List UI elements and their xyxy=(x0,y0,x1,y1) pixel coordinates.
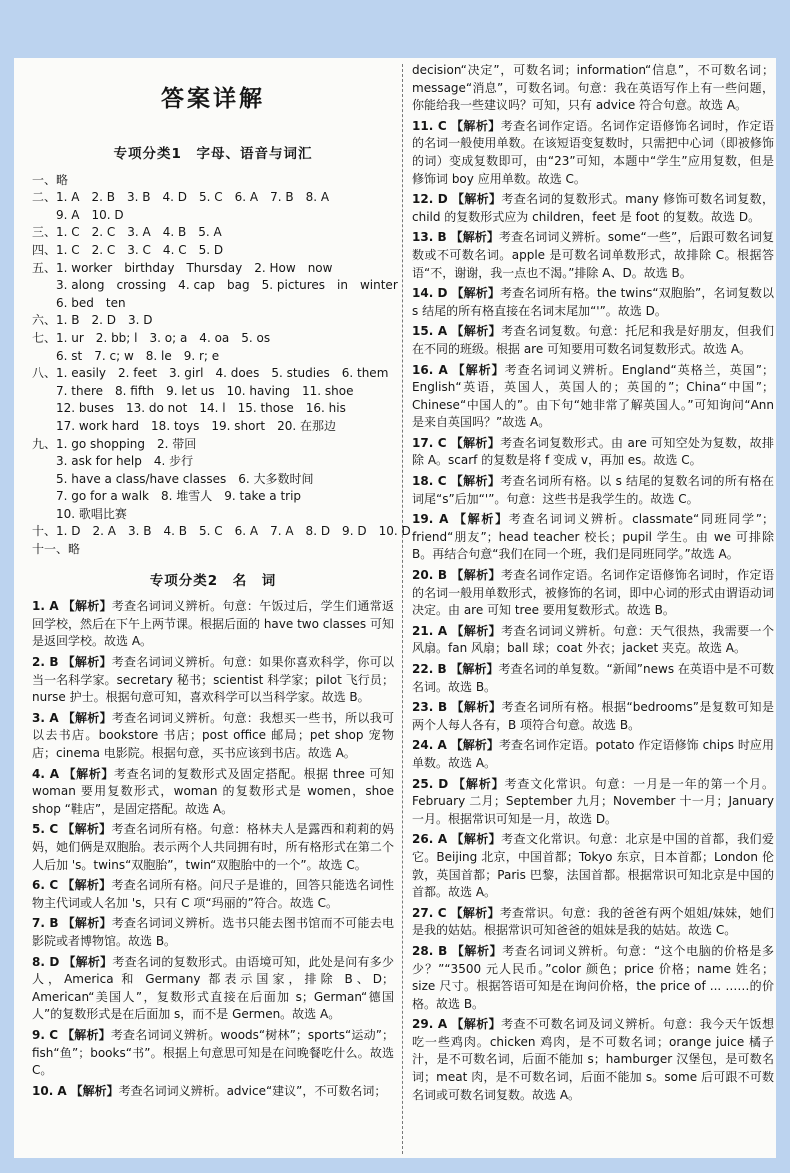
analysis-text: 考查名词的单复数。“新闻”news 在英语中是不可数名词。故选 B。 xyxy=(412,662,774,694)
explanation-item xyxy=(412,191,774,226)
answer-line: 二、1. A 2. B 3. B 4. D 5. C 6. A 7. B 8. A xyxy=(32,190,330,205)
explanation-item xyxy=(412,661,774,696)
question-number: 15. A xyxy=(412,324,448,339)
question-number: 14. D xyxy=(412,286,448,301)
explanation-item xyxy=(412,623,774,658)
answer-line: 7. there 8. fifth 9. let us 10. having 11. shoe xyxy=(32,383,354,398)
question-number: 27. C xyxy=(412,905,447,920)
answer-line: 12. buses 13. do not 14. l 15. those 16. his xyxy=(32,401,346,416)
explanation-item xyxy=(412,905,774,940)
analysis-text: 考查文化常识。句意：北京是中国的首都，我们爱它。Beijing 北京，中国首都；Tokyo 东京，日本首都；London 伦敦，英国首都；Paris 巴黎，法国首都。根据常识可知北京是中国的首都。故选 A。 xyxy=(412,832,774,900)
left-column xyxy=(32,58,411,1103)
question-number: 3. A xyxy=(32,710,59,725)
question-number: 19. A xyxy=(412,512,449,527)
explanation-item xyxy=(32,954,394,1024)
analysis-text: 考查不可数名词及词义辨析。句意：我今天午饭想吃一些鸡肉。chicken 鸡肉，是不可数名词；orange juice 橘子汁，是不可数名词，后面不能加 s；hamburger 汉堡包，是可数名词；meat 肉，是不可数名词，后面不能加 s。some 后可跟不可数名词或可数名词复数。故选 A。 xyxy=(412,1017,774,1102)
answer-line: 四、1. C 2. C 3. C 4. C 5. D xyxy=(32,242,224,257)
answer-line: 六、1. B 2. D 3. D xyxy=(32,313,153,328)
explanation-item xyxy=(412,511,774,564)
answer-line: 10. 歌唱比赛 xyxy=(32,506,127,521)
question-number: 4. A xyxy=(32,766,60,781)
question-number: 6. C xyxy=(32,878,59,893)
analysis-tag: 【解析】 xyxy=(450,435,501,450)
answer-line: 七、1. ur 2. bb; l 3. o; a 4. oa 5. os xyxy=(32,330,271,345)
explanation-item xyxy=(32,877,394,912)
analysis-text: 考查名词作定语。名词作定语修饰名词时，作定语的名词一般使用单数。在该短语变复数时，只需把中心词（即被修饰的词）变成复数即可，由“23”可知，本题中“学生”应用复数，但是修饰词 boy 应用单数。故选 C。 xyxy=(412,118,774,186)
answer-line: 6. st 7. c; w 8. le 9. r; e xyxy=(32,348,220,363)
analysis-tag: 【解析】 xyxy=(451,700,502,715)
section1-heading: 专项分类1 字母、语音与词汇 xyxy=(113,146,313,162)
analysis-tag: 【解析】 xyxy=(453,512,509,527)
answer-line: 5. have a class/have classes 6. 大多数时间 xyxy=(32,471,314,486)
answer-line: 7. go for a walk 8. 堆雪人 9. take a trip xyxy=(32,489,302,504)
question-number: 10. A xyxy=(32,1083,67,1098)
answer-line: 3. ask for help 4. 步行 xyxy=(32,454,194,469)
explanation-item xyxy=(32,710,394,763)
analysis-text: 考查名词的复数形式及固定搭配。根据 three 可知 woman 要用复数形式，woman 的复数形式是 women，shoe shop “鞋店”，是固定搭配。故选 A。 xyxy=(32,766,394,816)
analysis-text: 考查名词词义辨析。句意：我想买一些书，所以我可以去书店。bookstore 书店；post office 邮局；pet shop 宠物店；cinema 电影院。根据句意，买书应该到书店。故选 A。 xyxy=(32,710,394,760)
answer-line: 三、1. C 2. C 3. A 4. B 5. A xyxy=(32,225,222,240)
analysis-tag: 【解析】 xyxy=(62,1027,111,1042)
analysis-text: 考查名词复数。句意：托尼和我是好朋友，但我们在不同的班级。根据 are 可知要用可数名词复数形式。故选 A。 xyxy=(412,324,774,356)
answer-line: 3. along crossing 4. cap bag 5. pictures in winter xyxy=(32,278,398,293)
analysis-tag: 【解析】 xyxy=(451,192,502,207)
question-number: 1. A xyxy=(32,599,59,614)
question-number: 8. D xyxy=(32,954,60,969)
answer-line: 17. work hard 18. toys 19. short 20. 在那边 xyxy=(32,418,336,433)
explanation-item xyxy=(412,229,774,282)
question-number: 11. C xyxy=(412,118,447,133)
analysis-tag: 【解析】 xyxy=(450,738,499,753)
question-number: 26. A xyxy=(412,832,448,847)
analysis-text: 考查名词的复数形式。many 修饰可数名词复数，child 的复数形式应为 children，feet 是 foot 的复数。故选 D。 xyxy=(412,192,774,224)
section1-answers xyxy=(32,172,411,559)
analysis-tag: 【解析】 xyxy=(63,766,114,781)
analysis-tag: 【解析】 xyxy=(70,1083,119,1098)
explanation-item xyxy=(32,915,394,950)
section2-heading: 专项分类2 名 词 xyxy=(149,572,277,589)
analysis-text: 考查名词的复数形式。由语境可知，此处是问有多少人，America 和 Germany 都表示国家，排除 B、D；American“美国人”，复数形式直接在后面加 s；German“德国人”的复数形式是在后面加 s，而不是 Germen。故选 A。 xyxy=(32,954,394,1022)
explanation-item xyxy=(32,821,394,874)
explanation-item xyxy=(412,473,774,508)
answer-line: 九、1. go shopping 2. 带回 xyxy=(32,436,197,451)
analysis-tag: 【解析】 xyxy=(451,324,502,339)
right-explanations xyxy=(412,118,774,1104)
analysis-tag: 【解析】 xyxy=(63,954,113,969)
analysis-text: 考查名词词义辨析。woods“树林”；sports“运动”；fish“鱼”；books“书”。根据上句意思可知是在问晚餐吃什么。故选 C。 xyxy=(32,1027,394,1078)
question-number: 25. D xyxy=(412,776,449,791)
analysis-tag: 【解析】 xyxy=(62,916,112,931)
answer-line: 9. A 10. D xyxy=(32,207,124,222)
explanation-item xyxy=(32,1083,394,1101)
question-number: 16. A xyxy=(412,362,448,377)
analysis-tag: 【解析】 xyxy=(452,776,505,791)
page-title: 答案详解 xyxy=(161,86,265,112)
answer-line: 八、1. easily 2. feet 3. girl 4. does 5. studies 6. them xyxy=(32,366,389,381)
analysis-tag: 【解析】 xyxy=(62,822,112,837)
explanation-item xyxy=(412,1016,774,1104)
analysis-tag: 【解析】 xyxy=(451,568,501,583)
analysis-tag: 【解析】 xyxy=(62,710,112,725)
question-number: 28. B xyxy=(412,943,448,958)
explanation-item xyxy=(412,831,774,901)
question-number: 18. C xyxy=(412,474,447,489)
section2-explanations xyxy=(32,598,394,1100)
analysis-tag: 【解析】 xyxy=(450,474,501,489)
explanation-item xyxy=(412,118,774,188)
answer-line: 一、略 xyxy=(32,172,69,187)
explanation-item xyxy=(32,766,394,819)
analysis-text: 考查名词复数形式。由 are 可知空处为复数，故排除 A。scarf 的复数是将 f 变成 v，再加 es。故选 C。 xyxy=(412,435,774,468)
explanation-item xyxy=(412,323,774,358)
analysis-tag: 【解析】 xyxy=(451,1017,502,1032)
answer-line: 6. bed ten xyxy=(32,295,126,310)
analysis-text: 考查名词词义辨析。句意：“这个电脑的价格是多少？”“3500 元人民币。”color 颜色；price 价格；name 姓名；size 尺寸。根据答语可知是在询问价格，the price of ... ……的价格。故选 B。 xyxy=(412,943,774,1011)
continued-explanation: decision“决定”，可数名词；information“信息”，不可数名词；message“消息”，可数名词。句意：我在英语写作上有一些问题，你能给我一些建议吗？可知，只有 advice 符合句意。故选 A。 xyxy=(412,63,774,113)
question-number: 9. C xyxy=(32,1027,59,1042)
analysis-text: 考查名词词义辨析。classmate“同班同学”；friend“朋友”；head teacher 校长；pupil 学生。由 we 可排除 B。再结合句意“我们在同一个班，我们是同班同学。”故选 A。 xyxy=(412,512,774,562)
question-number: 7. B xyxy=(32,916,59,931)
explanation-item xyxy=(412,285,774,320)
answer-line: 十、1. D 2. A 3. B 4. B 5. C 6. A 7. A 8. D 9. D 10. D xyxy=(32,524,411,539)
question-number: 12. D xyxy=(412,192,448,207)
analysis-tag: 【解析】 xyxy=(450,230,499,245)
question-number: 5. C xyxy=(32,822,59,837)
question-number: 29. A xyxy=(412,1017,448,1032)
analysis-text: 考查文化常识。句意：一月是一年的第一个月。February 二月；September 九月；November 十一月；January 一月。根据常识可知是一月，故选 D。 xyxy=(412,776,774,826)
explanation-item xyxy=(412,776,774,829)
explanation-item xyxy=(32,1027,394,1080)
analysis-tag: 【解析】 xyxy=(450,118,501,133)
analysis-text: 考查名词所有格。问尺子是谁的，回答只能选名词性物主代词或人名加 's，只有 C 项“玛丽的”符合。故选 C。 xyxy=(32,878,394,910)
answer-line: 五、1. worker birthday Thursday 2. How now xyxy=(32,260,333,275)
analysis-text: 考查名词词义辨析。句意：如果你喜欢科学，你可以当一名科学家。secretary 秘书；scientist 科学家；pilot 飞行员；nurse 护士。根据句意可知，喜欢科学可以当科学家。故选 B。 xyxy=(32,655,394,705)
analysis-text: 考查名词作定语。名词作定语修饰名词时，作定语的名词一般用单数形式，被修饰的名词，即中心词的形式由谓语动词决定。由 are 可知 tree 要用复数形式。故选 B。 xyxy=(412,568,774,618)
explanation-item xyxy=(412,943,774,1013)
question-number: 20. B xyxy=(412,568,448,583)
explanation-item xyxy=(32,598,394,651)
right-column xyxy=(412,58,774,1107)
analysis-tag: 【解析】 xyxy=(450,905,500,920)
analysis-text: 考查名词词义辨析。选书只能去图书馆而不可能去电影院或者博物馆。故选 B。 xyxy=(32,916,394,948)
analysis-text: 考查常识。句意：我的爸爸有两个姐姐/妹妹，她们是我的姑姑。根据常识可知爸爸的姐妹是我的姑姑。故选 C。 xyxy=(412,905,774,938)
analysis-tag: 【解析】 xyxy=(451,832,502,847)
analysis-tag: 【解析】 xyxy=(451,286,500,301)
answer-page xyxy=(14,58,776,1158)
analysis-text: 考查名词词义辨析。句意：午饭过后，学生们通常返回学校，然后在下午上两节课。根据后面的 have two classes 可知是返回学校。故选 A。 xyxy=(32,599,394,649)
analysis-text: 考查名词词义辨析。some“一些”，后跟可数名词复数或不可数名词。apple 是可数名词单数形式，故排除 C。根据答语“不，谢谢，我一点也不渴。”排除 A、D。故选 B。 xyxy=(412,230,774,280)
question-number: 21. A xyxy=(412,623,448,638)
question-number: 17. C xyxy=(412,435,447,450)
analysis-text: 考查名词所有格。句意：格林夫人是露西和莉莉的妈妈，她们俩是双胞胎。表示两个人共同拥有时，所有格形式在第二个人后加 's。twins“双胞胎”，twin“双胞胎中的一个”。故选 C。 xyxy=(32,822,394,872)
explanation-item xyxy=(412,699,774,734)
question-number: 24. A xyxy=(412,738,447,753)
explanation-item xyxy=(412,737,774,772)
analysis-tag: 【解析】 xyxy=(451,943,503,958)
question-number: 2. B xyxy=(32,655,59,670)
question-number: 23. B xyxy=(412,700,448,715)
analysis-tag: 【解析】 xyxy=(450,662,499,676)
analysis-text: 考查名词词义辨析。advice“建议”，不可数名词； xyxy=(118,1083,387,1098)
explanation-item xyxy=(32,654,394,707)
explanation-item xyxy=(412,435,774,470)
analysis-text: 考查名词所有格。以 s 结尾的复数名词的所有格在词尾“s”后加“'”。句意：这些书是我学生的。故选 C。 xyxy=(412,474,774,506)
question-number: 22. B xyxy=(412,662,447,676)
analysis-tag: 【解析】 xyxy=(62,599,112,614)
analysis-tag: 【解析】 xyxy=(62,878,112,893)
question-number: 13. B xyxy=(412,230,447,245)
analysis-tag: 【解析】 xyxy=(452,362,505,377)
analysis-text: 考查名词所有格。the twins“双胞胎”，名词复数以 s 结尾的所有格直接在名词末尾加“'”。故选 D。 xyxy=(412,286,774,318)
explanation-item xyxy=(412,567,774,620)
analysis-tag: 【解析】 xyxy=(451,623,502,638)
analysis-text: 考查名词所有格。根据“bedrooms”是复数可知是两个人每人各有，B 项符合句意。故选 B。 xyxy=(412,700,774,732)
analysis-tag: 【解析】 xyxy=(62,655,112,670)
answer-line: 十一、略 xyxy=(32,542,81,557)
analysis-text: 考查名词词义辨析。句意：天气很热，我需要一个风扇。fan 风扇；ball 球；coat 外衣；jacket 夹克。故选 A。 xyxy=(412,623,774,656)
column-divider xyxy=(402,64,403,1154)
analysis-text: 考查名词作定语。potato 作定语修饰 chips 时应用单数。故选 A。 xyxy=(412,738,774,770)
explanation-item xyxy=(412,362,774,432)
analysis-text: 考查名词词义辨析。England“英格兰，英国”；English“英语，英国人，英国人的；英国的”；China“中国”；Chinese“中国人的”。由下句“她非常了解英国人。”可知询问“Ann 是来自英国吗？”故选 A。 xyxy=(412,362,774,430)
